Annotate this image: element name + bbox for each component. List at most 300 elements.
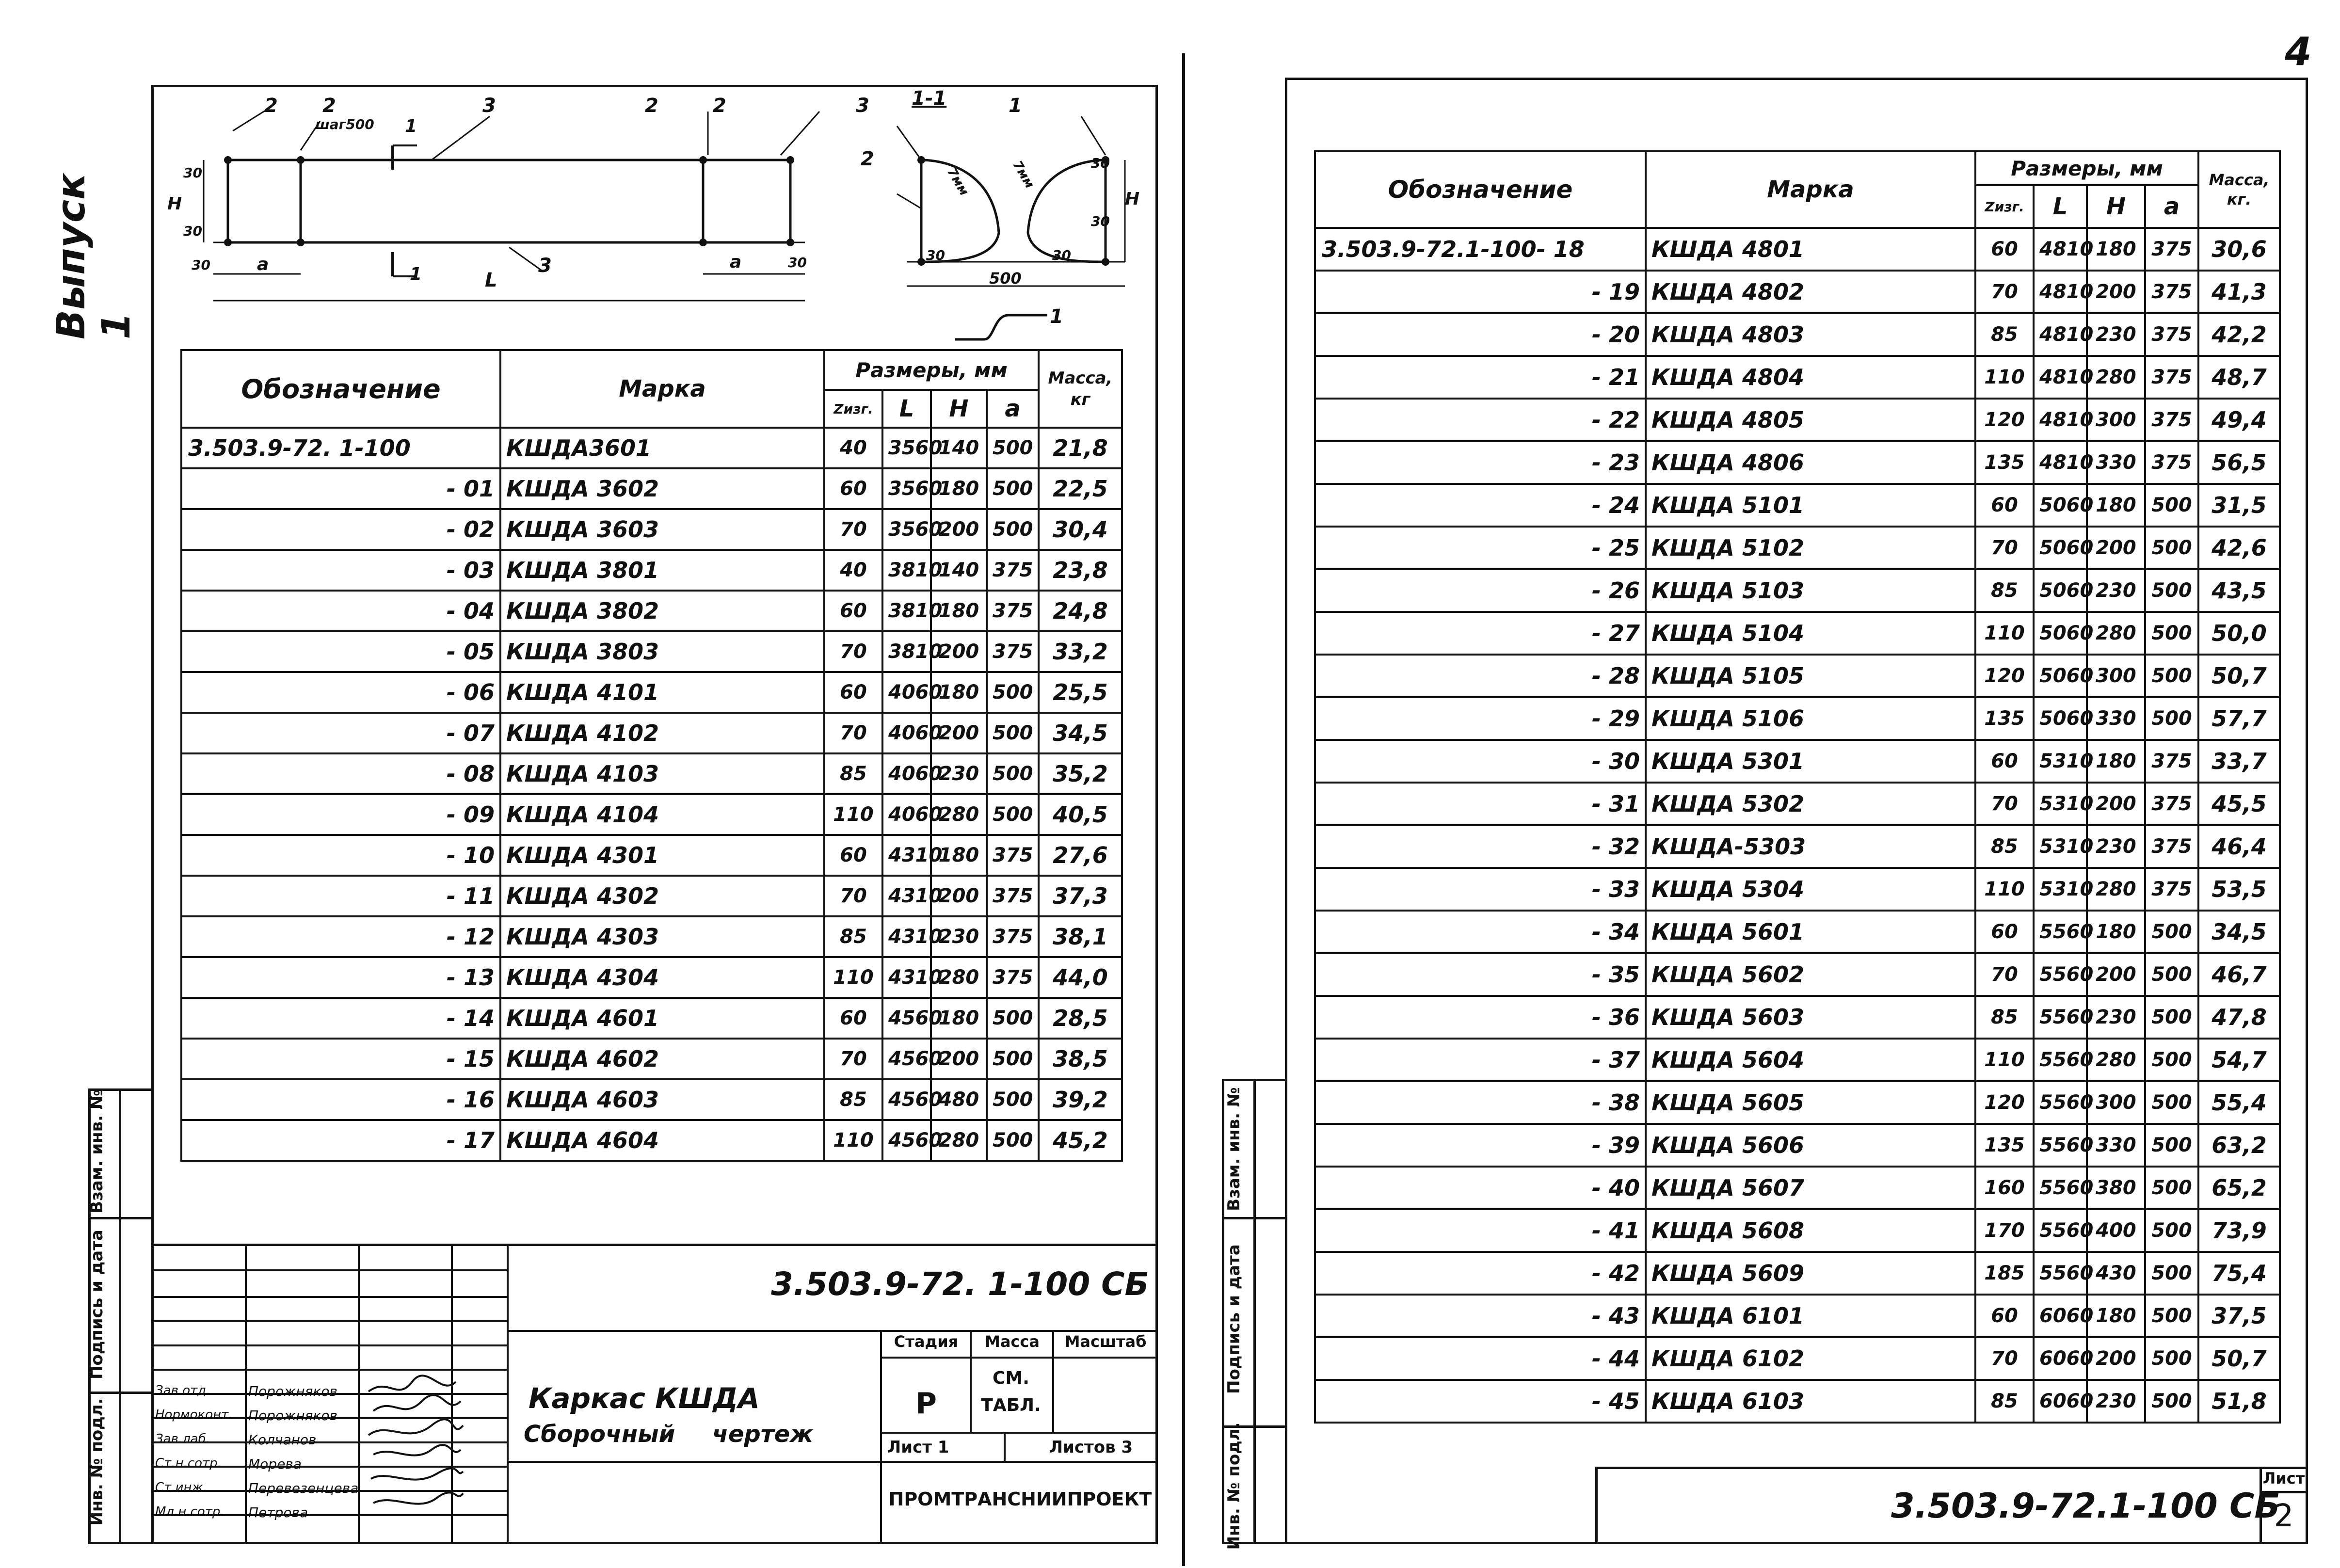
cell-a: 500: [987, 998, 1039, 1039]
cell-marka: КШДА 5304: [1646, 868, 1975, 911]
cell-h: 230: [2087, 569, 2145, 612]
cell-massa: 50,7: [2198, 1337, 2280, 1380]
cell-marka: КШДА 5601: [1646, 911, 1975, 953]
cell-oboznachenie: - 04: [181, 591, 500, 631]
cell-marka: КШДА 3803: [500, 631, 824, 672]
cell-z: 40: [824, 428, 882, 468]
cell-h: 330: [2087, 1124, 2145, 1167]
col-marka: Марка: [500, 350, 824, 428]
cell-h: 200: [2087, 271, 2145, 313]
cell-massa: 57,7: [2198, 697, 2280, 740]
table-row: [1315, 655, 2280, 697]
cell-h: 200: [931, 509, 987, 550]
col-a: a: [987, 390, 1039, 428]
dwg-label: 7мм: [1010, 158, 1037, 191]
cell-oboznachenie: 3.503.9-72. 1-100: [181, 428, 500, 468]
dwg-label: 1: [405, 116, 417, 136]
cell-l: 4560: [882, 1120, 931, 1161]
dwg-label: 2: [264, 95, 278, 117]
cell-oboznachenie: - 20: [1315, 313, 1646, 356]
cell-h: 200: [2087, 953, 2145, 996]
cell-h: 380: [2087, 1167, 2145, 1209]
dwg-label: 1-1: [912, 87, 947, 110]
massa-label: Масса: [985, 1332, 1040, 1351]
cell-oboznachenie: - 11: [181, 876, 500, 916]
cell-marka: КШДА 4302: [500, 876, 824, 916]
cell-a: 500: [2145, 612, 2198, 655]
col-z: Zизг.: [824, 390, 882, 428]
massa-value: СМ. ТАБЛ.: [981, 1368, 1041, 1415]
table-row: [181, 672, 1122, 713]
cell-massa: 63,2: [2198, 1124, 2280, 1167]
cell-oboznachenie: - 31: [1315, 783, 1646, 825]
cell-z: 60: [824, 468, 882, 509]
cell-h: 200: [931, 876, 987, 916]
cell-h: 230: [2087, 1380, 2145, 1423]
table-row: [1315, 1337, 2280, 1380]
table-row: [1315, 825, 2280, 868]
cell-h: 400: [2087, 1209, 2145, 1252]
cell-l: 4310: [882, 916, 931, 957]
cell-l: 5060: [2034, 569, 2087, 612]
cell-marka: КШДА 5102: [1646, 527, 1975, 569]
cell-z: 110: [824, 1120, 882, 1161]
cell-oboznachenie: - 21: [1315, 356, 1646, 399]
cell-l: 4310: [882, 957, 931, 998]
issue-label: Выпуск 1: [48, 173, 139, 339]
cell-a: 500: [2145, 1252, 2198, 1295]
cell-marka: КШДА 5301: [1646, 740, 1975, 783]
cell-h: 180: [931, 998, 987, 1039]
table-row: [1315, 399, 2280, 441]
cell-marka: КШДА 4602: [500, 1039, 824, 1079]
list-label: Лист 1: [887, 1438, 949, 1457]
cell-z: 60: [824, 591, 882, 631]
cell-a: 500: [2145, 1167, 2198, 1209]
cell-a: 500: [987, 713, 1039, 753]
left-vzam-label: Взам. инв. №: [87, 1089, 107, 1214]
cell-z: 70: [824, 509, 882, 550]
col-l: L: [2034, 185, 2087, 228]
cell-z: 40: [824, 550, 882, 591]
stamp-role: Зав.отд.: [155, 1383, 210, 1398]
cell-massa: 27,6: [1039, 835, 1122, 876]
cell-marka: КШДА 6101: [1646, 1295, 1975, 1337]
cell-a: 375: [987, 631, 1039, 672]
cell-massa: 33,2: [1039, 631, 1122, 672]
table-row: [1315, 1124, 2280, 1167]
col-razmery: Размеры, мм: [1975, 151, 2198, 185]
cell-h: 180: [931, 468, 987, 509]
cell-massa: 35,2: [1039, 753, 1122, 794]
cell-l: 5310: [2034, 868, 2087, 911]
cell-a: 375: [2145, 271, 2198, 313]
right-list-label: Лист: [2262, 1469, 2305, 1488]
cell-oboznachenie: - 19: [1315, 271, 1646, 313]
table-row: [1315, 313, 2280, 356]
cell-h: 180: [931, 835, 987, 876]
cell-z: 60: [1975, 1295, 2034, 1337]
dwg-label: 30: [183, 165, 202, 181]
cell-z: 85: [824, 1079, 882, 1120]
cell-oboznachenie: - 45: [1315, 1380, 1646, 1423]
table-row: [1315, 697, 2280, 740]
cell-l: 4560: [882, 1039, 931, 1079]
cell-h: 280: [2087, 868, 2145, 911]
cell-a: 500: [2145, 697, 2198, 740]
cell-a: 500: [2145, 655, 2198, 697]
dwg-label: 30: [192, 257, 210, 273]
table-row: [181, 1079, 1122, 1120]
cell-l: 5560: [2034, 1167, 2087, 1209]
cell-a: 500: [2145, 1124, 2198, 1167]
cell-massa: 24,8: [1039, 591, 1122, 631]
col-oboznachenie: Обозначение: [1315, 151, 1646, 228]
cell-a: 500: [987, 509, 1039, 550]
table-row: [1315, 612, 2280, 655]
cell-a: 500: [2145, 911, 2198, 953]
cell-marka: КШДА 4603: [500, 1079, 824, 1120]
cell-z: 60: [824, 672, 882, 713]
cell-marka: КШДА 5106: [1646, 697, 1975, 740]
cell-massa: 42,2: [2198, 313, 2280, 356]
table-row: [1315, 271, 2280, 313]
cell-oboznachenie: - 12: [181, 916, 500, 957]
cell-l: 5560: [2034, 1124, 2087, 1167]
cell-oboznachenie: - 05: [181, 631, 500, 672]
dwg-label: 30: [1091, 155, 1110, 171]
cell-oboznachenie: - 34: [1315, 911, 1646, 953]
cell-h: 280: [2087, 1039, 2145, 1081]
cell-oboznachenie: - 01: [181, 468, 500, 509]
col-z: Zизг.: [1975, 185, 2034, 228]
col-massa: Масса, кг: [1039, 350, 1122, 428]
table-row: [1315, 953, 2280, 996]
cell-oboznachenie: - 26: [1315, 569, 1646, 612]
cell-z: 70: [824, 876, 882, 916]
cell-l: 5560: [2034, 911, 2087, 953]
cell-z: 135: [1975, 697, 2034, 740]
cell-l: 5060: [2034, 527, 2087, 569]
cell-l: 5310: [2034, 740, 2087, 783]
cell-l: 6060: [2034, 1337, 2087, 1380]
table-row: [181, 713, 1122, 753]
dwg-label: 500: [989, 269, 1022, 288]
cell-a: 500: [2145, 1295, 2198, 1337]
cell-massa: 55,4: [2198, 1081, 2280, 1124]
cell-massa: 53,5: [2198, 868, 2280, 911]
cell-a: 375: [2145, 783, 2198, 825]
cell-marka: КШДА 5606: [1646, 1124, 1975, 1167]
cell-z: 70: [824, 1039, 882, 1079]
left-sign-label: Подпись и дата: [87, 1230, 107, 1379]
doc-title: Каркас КШДА: [529, 1382, 760, 1415]
cell-h: 480: [931, 1079, 987, 1120]
cell-z: 160: [1975, 1167, 2034, 1209]
right-spec-table: [1314, 150, 2281, 1424]
cell-oboznachenie: - 37: [1315, 1039, 1646, 1081]
cell-l: 3560: [882, 468, 931, 509]
cell-a: 500: [2145, 1209, 2198, 1252]
cell-z: 60: [1975, 484, 2034, 527]
table-row: [1315, 1167, 2280, 1209]
dwg-label: 7мм: [944, 165, 972, 198]
table-row: [181, 1039, 1122, 1079]
cell-z: 110: [1975, 612, 2034, 655]
cell-h: 230: [2087, 313, 2145, 356]
stamp-name: Петрова: [248, 1504, 308, 1520]
stamp-name: Колчанов: [248, 1432, 317, 1448]
cell-a: 375: [2145, 228, 2198, 271]
cell-massa: 54,7: [2198, 1039, 2280, 1081]
cell-a: 500: [987, 1079, 1039, 1120]
cell-oboznachenie: - 36: [1315, 996, 1646, 1039]
cell-oboznachenie: - 02: [181, 509, 500, 550]
stamp-name: Перевезенцева: [248, 1480, 359, 1496]
cell-massa: 38,1: [1039, 916, 1122, 957]
cell-a: 500: [987, 1039, 1039, 1079]
table-row: [1315, 228, 2280, 271]
cell-marka: КШДА 4806: [1646, 441, 1975, 484]
cell-massa: 49,4: [2198, 399, 2280, 441]
cell-l: 4810: [2034, 228, 2087, 271]
table-row: [1315, 1295, 2280, 1337]
cell-l: 5560: [2034, 1039, 2087, 1081]
table-row: [181, 753, 1122, 794]
table-row: [181, 835, 1122, 876]
col-a: a: [2145, 185, 2198, 228]
cell-a: 375: [987, 591, 1039, 631]
dwg-label: 1: [410, 264, 422, 284]
cell-marka: КШДА 5104: [1646, 612, 1975, 655]
cell-massa: 37,5: [2198, 1295, 2280, 1337]
dwg-label: 30: [926, 247, 945, 263]
cell-z: 120: [1975, 399, 2034, 441]
cell-oboznachenie: - 30: [1315, 740, 1646, 783]
cell-h: 200: [931, 713, 987, 753]
table-row: [1315, 740, 2280, 783]
cell-h: 230: [2087, 825, 2145, 868]
cell-marka: КШДА 5605: [1646, 1081, 1975, 1124]
stamp-name: Морева: [248, 1456, 302, 1472]
dwg-label: a: [257, 255, 269, 274]
cell-l: 5560: [2034, 996, 2087, 1039]
cell-marka: КШДА 5105: [1646, 655, 1975, 697]
cell-z: 85: [824, 916, 882, 957]
dwg-label: 2: [322, 95, 336, 117]
cell-l: 5560: [2034, 1081, 2087, 1124]
dwg-label: a: [730, 252, 742, 272]
table-row: [1315, 1081, 2280, 1124]
cell-massa: 48,7: [2198, 356, 2280, 399]
cell-marka: КШДА3601: [500, 428, 824, 468]
cell-l: 5310: [2034, 825, 2087, 868]
dwg-label: 1: [1050, 305, 1063, 328]
cell-oboznachenie: - 14: [181, 998, 500, 1039]
table-row: [1315, 569, 2280, 612]
left-spec-table: [180, 349, 1123, 1162]
left-inv-label: Инв. № подл.: [87, 1398, 107, 1526]
cell-marka: КШДА 4304: [500, 957, 824, 998]
right-sign-label: Подпись и дата: [1224, 1244, 1244, 1394]
cell-oboznachenie: - 07: [181, 713, 500, 753]
cell-z: 135: [1975, 441, 2034, 484]
cell-marka: КШДА 4802: [1646, 271, 1975, 313]
cell-massa: 38,5: [1039, 1039, 1122, 1079]
dwg-label: 30: [183, 223, 202, 239]
cell-marka: КШДА 4804: [1646, 356, 1975, 399]
cell-marka: КШДА 4101: [500, 672, 824, 713]
cell-l: 5060: [2034, 612, 2087, 655]
stamp-name: Порожняков: [248, 1408, 338, 1424]
cell-massa: 22,5: [1039, 468, 1122, 509]
cell-l: 5310: [2034, 783, 2087, 825]
cell-a: 500: [2145, 484, 2198, 527]
cell-marka: КШДА 4801: [1646, 228, 1975, 271]
cell-l: 4560: [882, 998, 931, 1039]
table-row: [181, 998, 1122, 1039]
cell-oboznachenie: - 15: [181, 1039, 500, 1079]
col-h: H: [931, 390, 987, 428]
cell-z: 135: [1975, 1124, 2034, 1167]
cell-z: 60: [1975, 911, 2034, 953]
cell-l: 6060: [2034, 1380, 2087, 1423]
cell-h: 330: [2087, 441, 2145, 484]
stamp-name: Порожняков: [248, 1383, 338, 1399]
cell-z: 70: [1975, 783, 2034, 825]
cell-a: 375: [987, 916, 1039, 957]
cell-massa: 23,8: [1039, 550, 1122, 591]
cell-z: 185: [1975, 1252, 2034, 1295]
col-razmery: Размеры, мм: [824, 350, 1039, 390]
cell-massa: 47,8: [2198, 996, 2280, 1039]
col-marka: Марка: [1646, 151, 1975, 228]
cell-h: 230: [2087, 996, 2145, 1039]
cell-l: 5560: [2034, 1252, 2087, 1295]
cell-oboznachenie: - 08: [181, 753, 500, 794]
table-row: [1315, 1380, 2280, 1423]
cell-z: 120: [1975, 655, 2034, 697]
table-row: [181, 794, 1122, 835]
cell-oboznachenie: - 25: [1315, 527, 1646, 569]
cell-oboznachenie: - 33: [1315, 868, 1646, 911]
right-inv-label: Инв. № подл.: [1224, 1422, 1244, 1550]
cell-massa: 37,3: [1039, 876, 1122, 916]
cell-z: 60: [824, 835, 882, 876]
doc-subtitle: Сборочный чертеж: [524, 1421, 813, 1448]
cell-h: 200: [2087, 527, 2145, 569]
cell-l: 4060: [882, 794, 931, 835]
cell-a: 375: [2145, 825, 2198, 868]
cell-h: 200: [2087, 783, 2145, 825]
dwg-label: H: [167, 194, 182, 214]
cell-oboznachenie: - 24: [1315, 484, 1646, 527]
stamp-role: Ст.инж.: [155, 1480, 208, 1495]
col-massa: Масса, кг.: [2198, 151, 2280, 228]
frame-drawing: [160, 87, 1159, 359]
table-row: [181, 916, 1122, 957]
cell-oboznachenie: - 13: [181, 957, 500, 998]
cell-z: 85: [1975, 569, 2034, 612]
cell-l: 4060: [882, 713, 931, 753]
cell-oboznachenie: - 10: [181, 835, 500, 876]
cell-z: 85: [1975, 825, 2034, 868]
cell-h: 300: [2087, 655, 2145, 697]
cell-marka: КШДА 3603: [500, 509, 824, 550]
cell-massa: 40,5: [1039, 794, 1122, 835]
cell-massa: 34,5: [2198, 911, 2280, 953]
table-row: [1315, 783, 2280, 825]
table-row: [181, 631, 1122, 672]
cell-massa: 50,7: [2198, 655, 2280, 697]
cell-z: 110: [824, 957, 882, 998]
cell-massa: 46,4: [2198, 825, 2280, 868]
table-row: [1315, 484, 2280, 527]
cell-marka: КШДА 3802: [500, 591, 824, 631]
cell-h: 230: [931, 753, 987, 794]
cell-marka: КШДА 5101: [1646, 484, 1975, 527]
right-doc-code: 3.503.9-72.1-100 СБ: [1891, 1486, 2280, 1526]
cell-a: 375: [2145, 399, 2198, 441]
cell-marka: КШДА 5103: [1646, 569, 1975, 612]
dwg-label: L: [485, 269, 497, 291]
cell-z: 70: [1975, 1337, 2034, 1380]
cell-massa: 33,7: [2198, 740, 2280, 783]
cell-a: 500: [987, 794, 1039, 835]
cell-z: 60: [824, 998, 882, 1039]
cell-l: 4060: [882, 753, 931, 794]
cell-a: 375: [987, 835, 1039, 876]
cell-l: 3810: [882, 591, 931, 631]
table-row: [181, 428, 1122, 468]
right-strip-divider-1: [1222, 1217, 1285, 1219]
cell-marka: КШДА 3801: [500, 550, 824, 591]
table-row: [181, 957, 1122, 998]
doc-code: 3.503.9-72. 1-100 СБ: [771, 1265, 1149, 1303]
listov-label: Листов 3: [1049, 1438, 1133, 1457]
cell-h: 180: [931, 672, 987, 713]
cell-l: 6060: [2034, 1295, 2087, 1337]
dwg-label: 30: [1052, 247, 1071, 263]
dwg-label: H: [1125, 189, 1140, 209]
cell-marka: КШДА 5607: [1646, 1167, 1975, 1209]
cell-oboznachenie: - 40: [1315, 1167, 1646, 1209]
cell-h: 280: [2087, 612, 2145, 655]
dwg-label: шаг500: [315, 116, 374, 132]
cell-a: 375: [2145, 441, 2198, 484]
cell-h: 200: [931, 631, 987, 672]
cell-a: 500: [987, 468, 1039, 509]
cell-oboznachenie: - 39: [1315, 1124, 1646, 1167]
cell-a: 500: [2145, 527, 2198, 569]
cell-h: 280: [931, 794, 987, 835]
cell-massa: 34,5: [1039, 713, 1122, 753]
cell-h: 430: [2087, 1252, 2145, 1295]
cell-z: 70: [1975, 527, 2034, 569]
cell-marka: КШДА 4103: [500, 753, 824, 794]
cell-marka: КШДА 4601: [500, 998, 824, 1039]
cell-h: 180: [2087, 228, 2145, 271]
cell-massa: 46,7: [2198, 953, 2280, 996]
cell-massa: 41,3: [2198, 271, 2280, 313]
cell-massa: 75,4: [2198, 1252, 2280, 1295]
cell-l: 4560: [882, 1079, 931, 1120]
cell-oboznachenie: - 42: [1315, 1252, 1646, 1295]
cell-massa: 45,2: [1039, 1120, 1122, 1161]
cell-l: 3810: [882, 550, 931, 591]
cell-h: 180: [931, 591, 987, 631]
table-row: [1315, 1209, 2280, 1252]
